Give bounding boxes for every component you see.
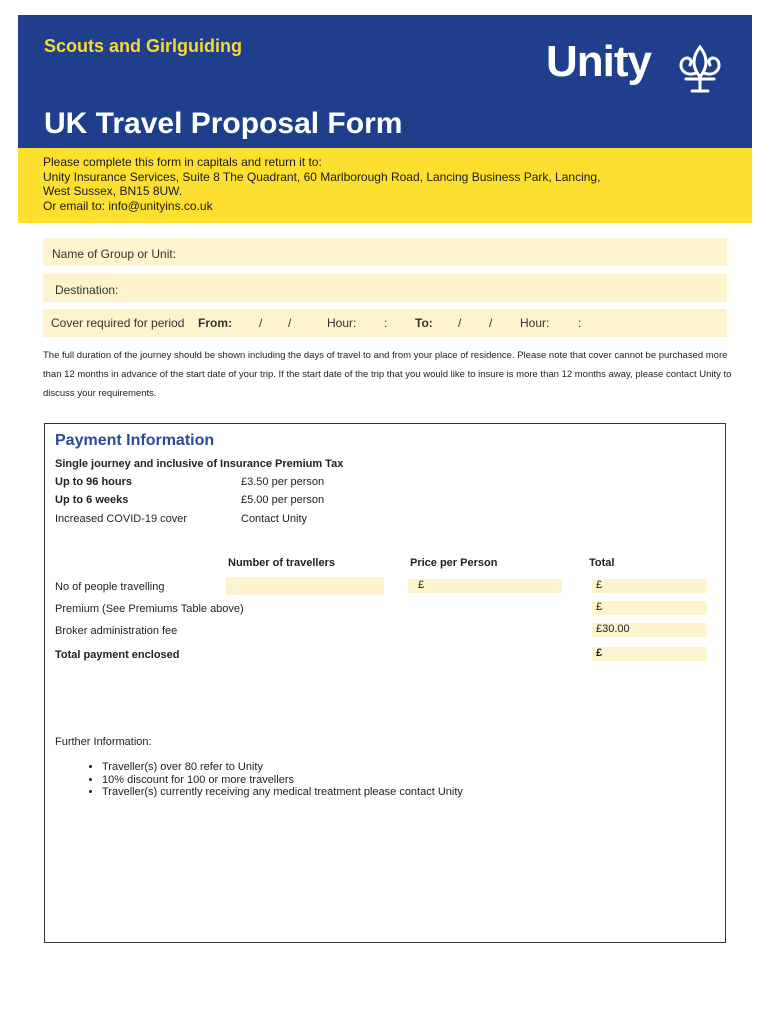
- date-separator: /: [458, 316, 462, 330]
- instruction-line: Please complete this form in capitals and return it to:: [43, 155, 322, 169]
- broker-label: Broker administration fee: [55, 625, 178, 637]
- to-label: To:: [415, 316, 433, 330]
- instructions-panel: [18, 148, 752, 223]
- date-separator: /: [489, 316, 493, 330]
- date-separator: /: [259, 316, 263, 330]
- rate-price: £3.50 per person: [241, 476, 325, 488]
- instruction-line: West Sussex, BN15 8UW.: [43, 184, 183, 198]
- instruction-line: Unity Insurance Services, Suite 8 The Quadrant, 60 Marlborough Road, Lancing Business Park, Lancing,: [43, 169, 601, 184]
- to-hour-label: Hour:: [520, 316, 550, 330]
- unity-logo-text: Unity: [546, 37, 651, 86]
- list-item: • 10% discount for 100 or more travellers: [102, 774, 463, 787]
- rate-label: Up to 6 weeks: [55, 494, 129, 506]
- travellers-input[interactable]: [226, 577, 384, 595]
- header-banner: [18, 15, 752, 148]
- people-total: £: [596, 579, 603, 591]
- payment-title: Payment Information: [55, 432, 215, 449]
- people-total-input[interactable]: [592, 579, 707, 593]
- price-currency: £: [418, 579, 425, 591]
- cover-period-field[interactable]: [43, 309, 727, 337]
- date-separator: /: [288, 316, 292, 330]
- total-input[interactable]: [592, 647, 707, 661]
- instructions-text: [43, 155, 600, 213]
- price-input[interactable]: [408, 579, 562, 593]
- payment-subtitle: Single journey and inclusive of Insurance Premium Tax: [55, 458, 344, 470]
- time-separator: :: [384, 316, 388, 330]
- people-label: No of people travelling: [55, 581, 165, 593]
- form-title: UK Travel Proposal Form: [44, 107, 403, 140]
- from-hour-label: Hour:: [327, 316, 357, 330]
- column-travellers: Number of travellers: [228, 557, 335, 569]
- duration-note: The full duration of the journey should be shown including the days of travel to and from your place of residence. Please note that cover cannot be purchased more than 12 months in advance of the start date of your trip. If the start date of the trip that you would like to insure is more than 12 months away, please contact Unity to discuss your requirements.: [43, 350, 732, 399]
- list-item: • Traveller(s) currently receiving any medical treatment please contact Unity: [102, 786, 463, 799]
- premium-label: Premium (See Premiums Table above): [55, 603, 244, 615]
- organisation-name: Scouts and Girlguiding: [44, 36, 242, 56]
- total-label: Total payment enclosed: [55, 649, 180, 661]
- from-label: From:: [198, 316, 232, 330]
- cover-period-label: Cover required for period: [51, 316, 185, 330]
- rate-price: £5.00 per person: [241, 494, 325, 506]
- further-info-list: [70, 761, 463, 799]
- column-price: Price per Person: [410, 557, 498, 569]
- payment-panel: [44, 423, 726, 943]
- total-value: £: [596, 647, 603, 659]
- fleur-de-lis-icon: [672, 43, 728, 95]
- instruction-line: Or email to: info@unityins.co.uk: [43, 198, 213, 213]
- destination-field[interactable]: [43, 274, 727, 302]
- premium-total: £: [596, 601, 603, 613]
- column-total: Total: [589, 557, 615, 569]
- rate-price: Contact Unity: [241, 513, 308, 525]
- broker-fee: £30.00: [596, 623, 630, 635]
- premium-total-input[interactable]: [592, 601, 707, 615]
- group-name-label: Name of Group or Unit:: [52, 247, 177, 261]
- destination-label: Destination:: [55, 283, 119, 297]
- group-name-field[interactable]: [43, 238, 727, 266]
- broker-fee-box: [592, 623, 707, 637]
- further-info-label: Further Information:: [55, 736, 152, 748]
- list-item: • Traveller(s) over 80 refer to Unity: [102, 761, 463, 774]
- rate-label: Increased COVID-19 cover: [55, 513, 188, 525]
- time-separator: :: [578, 316, 582, 330]
- rate-label: Up to 96 hours: [55, 476, 133, 488]
